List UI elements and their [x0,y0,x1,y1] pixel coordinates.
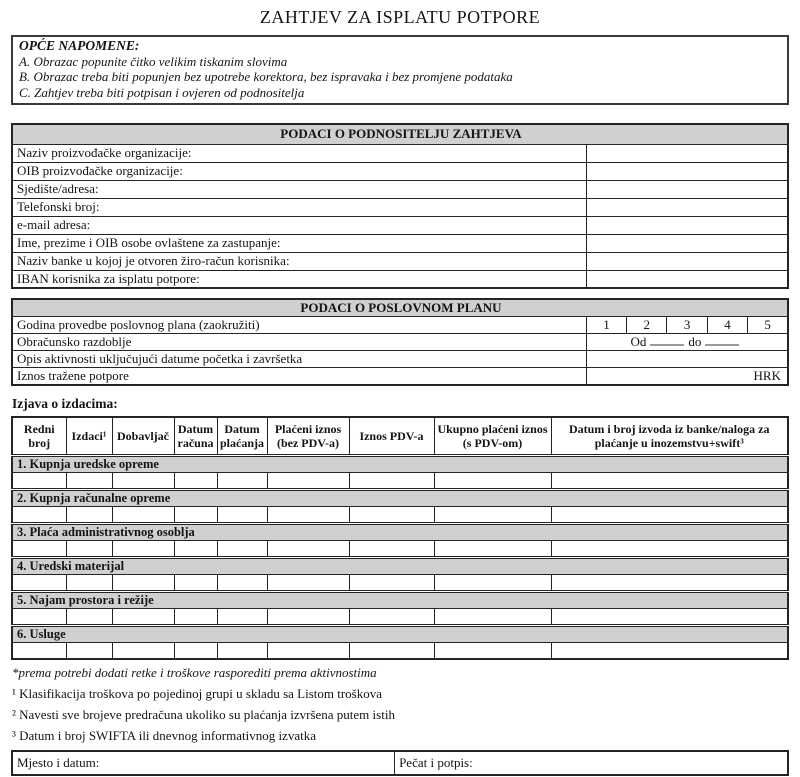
expense-cell[interactable] [551,574,788,591]
expense-cell[interactable] [174,540,217,557]
expense-cell[interactable] [12,540,66,557]
col-header-invoice-date: Datum računa [174,417,217,455]
field-value-activities[interactable] [586,351,788,368]
expense-cell[interactable] [112,574,174,591]
table-row [12,270,788,288]
section-title: 6. Usluge [12,625,788,642]
note-a: A. Obrazac popunite čitko velikim tiskanim slovima [19,53,288,69]
field-label-activities: Opis aktivnosti uključujući datume početka i završetka [12,351,586,368]
table-row [12,144,788,162]
year-option-3[interactable]: 3 [667,317,707,334]
footnote-3: ³ Datum i broj SWIFTA ili dnevnog informativnog izvatka [12,728,316,743]
business-plan-table [11,298,789,386]
expense-cell[interactable] [349,574,434,591]
expense-cell[interactable] [349,642,434,659]
expense-cell[interactable] [349,472,434,489]
expense-cell[interactable] [12,506,66,523]
expense-cell[interactable] [267,574,349,591]
table-row [12,351,788,368]
expenses-table [11,416,789,660]
field-value-email[interactable] [586,216,788,234]
expense-cell[interactable] [174,574,217,591]
expense-cell[interactable] [112,506,174,523]
expense-cell[interactable] [174,608,217,625]
plan-section-header: PODACI O POSLOVNOM PLANU [12,299,788,317]
stamp-signature-cell[interactable]: Pečat i potpis: [395,751,788,775]
expense-cell[interactable] [434,472,551,489]
field-label-year: Godina provedbe poslovnog plana (zaokružiti) [12,317,586,334]
field-label-representative: Ime, prezime i OIB osobe ovlaštene za zastupanje: [12,234,586,252]
field-label-iban: IBAN korisnika za isplatu potpore: [12,270,586,288]
section-title: 5. Najam prostora i režije [12,591,788,608]
expense-cell[interactable] [267,608,349,625]
field-value-iban[interactable] [586,270,788,288]
table-row [12,751,788,775]
expense-cell[interactable] [66,642,112,659]
table-row [12,299,788,317]
table-row [12,198,788,216]
footnote-2: ² Navesti sve brojeve predračuna ukoliko su plaćanja izvršena putem istih [12,707,395,722]
expense-cell[interactable] [112,642,174,659]
table-row [12,317,788,334]
field-value-org-name[interactable] [586,144,788,162]
expense-cell[interactable] [66,574,112,591]
section-title: 1. Kupnja uredske opreme [12,455,788,472]
expense-cell[interactable] [434,540,551,557]
table-row [12,124,788,144]
col-header-expenses: Izdaci¹ [66,417,112,455]
page-title: ZAHTJEV ZA ISPLATU POTPORE [259,7,541,27]
col-header-vat: Iznos PDV-a [349,417,434,455]
section-title: 3. Plaća administrativnog osoblja [12,523,788,540]
section-title: 4. Uredski materijal [12,557,788,574]
field-label-bank: Naziv banke u kojoj je otvoren žiro-račun korisnika: [12,252,586,270]
section-row-2 [12,489,788,506]
year-option-4[interactable]: 4 [707,317,747,334]
period-range-cell[interactable] [586,334,788,351]
expense-cell[interactable] [551,506,788,523]
expense-cell[interactable] [434,642,551,659]
note-c: C. Zahtjev treba biti potpisan i ovjeren od podnositelja [19,84,305,100]
expense-cell[interactable] [66,608,112,625]
field-label-phone: Telefonski broj: [12,198,586,216]
col-header-bank-statement: Datum i broj izvoda iz banke/naloga za plaćanje u inozemstvu+swift³ [551,417,788,455]
signature-table [11,750,789,776]
field-value-oib[interactable] [586,162,788,180]
col-header-payment-date: Datum plaćanja [217,417,267,455]
expense-cell[interactable] [217,506,267,523]
period-to-label: do [688,334,702,349]
section-row-6 [12,625,788,642]
expense-cell[interactable] [66,472,112,489]
table-row [12,216,788,234]
table-row [12,180,788,198]
expense-cell[interactable] [434,608,551,625]
expense-cell[interactable] [551,540,788,557]
expense-cell[interactable] [112,472,174,489]
section-title: 2. Kupnja računalne opreme [12,489,788,506]
table-row [12,334,788,351]
table-row [12,162,788,180]
year-option-5[interactable]: 5 [748,317,788,334]
year-option-1[interactable]: 1 [586,317,626,334]
expense-entry-row [12,540,788,557]
period-to-blank[interactable] [705,335,739,346]
section-row-5 [12,591,788,608]
field-value-address[interactable] [586,180,788,198]
table-row [12,234,788,252]
field-value-amount[interactable]: HRK [586,368,788,386]
expense-cell[interactable] [217,608,267,625]
expense-cell[interactable] [434,574,551,591]
field-label-oib: OIB proizvođačke organizacije: [12,162,586,180]
section-row-3 [12,523,788,540]
expense-cell[interactable] [349,540,434,557]
expense-cell[interactable] [112,540,174,557]
expense-cell[interactable] [551,608,788,625]
expenses-statement-label: Izjava o izdacima: [12,396,118,411]
expense-entry-row [12,608,788,625]
expense-entry-row [12,472,788,489]
expenses-header-row [12,417,788,455]
expense-cell[interactable] [217,574,267,591]
field-label-address: Sjedište/adresa: [12,180,586,198]
expense-cell[interactable] [66,540,112,557]
expense-cell[interactable] [434,506,551,523]
applicant-data-table [11,123,789,289]
table-row [12,252,788,270]
expense-cell[interactable] [551,472,788,489]
field-label-email: e-mail adresa: [12,216,586,234]
period-from-blank[interactable] [650,335,684,346]
year-option-2[interactable]: 2 [627,317,667,334]
expense-entry-row [12,506,788,523]
footnote-star: *prema potrebi dodati retke i troškove rasporediti prema aktivnostima [12,665,377,680]
expense-cell[interactable] [12,642,66,659]
field-label-amount: Iznos tražene potpore [12,368,586,386]
col-header-amount-gross: Ukupno plaćeni iznos (s PDV-om) [434,417,551,455]
expense-cell[interactable] [217,642,267,659]
col-header-ordinal: Redni broj [12,417,66,455]
field-value-phone[interactable] [586,198,788,216]
field-label-org-name: Naziv proizvođačke organizacije: [12,144,586,162]
expense-cell[interactable] [217,472,267,489]
expense-cell[interactable] [12,608,66,625]
expense-cell[interactable] [174,642,217,659]
expense-cell[interactable] [551,642,788,659]
expense-cell[interactable] [12,472,66,489]
field-value-bank[interactable] [586,252,788,270]
expense-cell[interactable] [66,506,112,523]
col-header-amount-net: Plaćeni iznos (bez PDV-a) [267,417,349,455]
field-label-period: Obračunsko razdoblje [12,334,586,351]
expense-cell[interactable] [267,642,349,659]
expense-entry-row [12,642,788,659]
expense-cell[interactable] [267,472,349,489]
section-row-1 [12,455,788,472]
form-page [0,7,800,776]
field-value-representative[interactable] [586,234,788,252]
table-row [12,368,788,386]
expense-cell[interactable] [12,574,66,591]
expense-entry-row [12,574,788,591]
expense-cell[interactable] [112,608,174,625]
expense-cell[interactable] [267,506,349,523]
place-date-cell[interactable]: Mjesto i datum: [12,751,395,775]
general-notes-box [11,35,789,105]
expense-cell[interactable] [267,540,349,557]
expense-cell[interactable] [174,472,217,489]
col-header-supplier: Dobavljač [112,417,174,455]
footnote-1: ¹ Klasifikacija troškova po pojedinoj grupi u skladu sa Listom troškova [12,686,383,701]
expense-cell[interactable] [174,506,217,523]
expense-cell[interactable] [349,506,434,523]
period-from-label: Od [630,334,647,349]
notes-heading: OPĆE NAPOMENE: [19,38,140,53]
expense-cell[interactable] [217,540,267,557]
applicant-section-header: PODACI O PODNOSITELJU ZAHTJEVA [12,124,788,144]
section-row-4 [12,557,788,574]
note-b: B. Obrazac treba biti popunjen bez upotrebe korektora, bez ispravaka i bez promjene podataka [19,69,513,84]
expense-cell[interactable] [349,608,434,625]
